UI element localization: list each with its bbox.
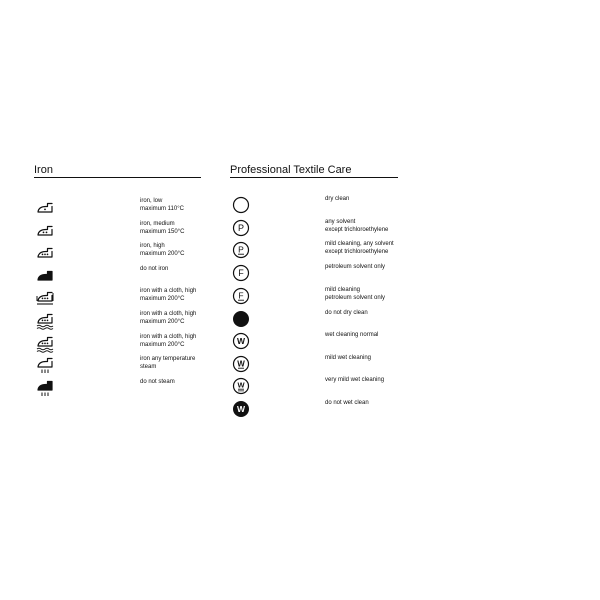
pro-row-f-mild <box>230 285 450 307</box>
dry-clean-p-mild-text: mild cleaning, any solvent except trichloroethylene <box>325 241 394 255</box>
dry-clean-text: dry clean <box>325 196 350 202</box>
iron-cloth-high-icon <box>34 286 56 308</box>
pro-row-wet-clean-very-mild <box>230 375 450 397</box>
dry-clean-p-text: any solvent except trichloroethylene <box>325 219 389 233</box>
iron-cloth-steam-2-text: iron with a cloth, high maximum 200°C <box>140 334 197 348</box>
do-not-steam-text: do not steam <box>140 379 175 385</box>
wet-clean-letter: W <box>236 336 246 346</box>
iron-section <box>34 158 201 385</box>
do-not-wet-clean-icon <box>230 398 252 420</box>
iron-high-text: iron, high maximum 200°C <box>140 243 185 257</box>
do-not-dry-clean-text: do not dry clean <box>325 310 368 316</box>
iron-row-do-not-steam <box>34 377 224 399</box>
dry-clean-f-icon <box>230 262 252 284</box>
iron-high-icon <box>34 241 56 263</box>
iron-row-any-temp-steam <box>34 354 224 376</box>
iron-row-cloth-high <box>34 286 224 308</box>
professional-care-title: Professional Textile Care <box>230 158 398 178</box>
do-not-wet-clean-text: do not wet clean <box>325 400 369 406</box>
iron-cloth-steam-text: iron with a cloth, high maximum 200°C <box>140 311 197 325</box>
dry-clean-f-mild-text: mild cleaning petroleum solvent only <box>325 287 386 301</box>
do-not-steam-icon <box>34 377 56 399</box>
pro-row-wet-clean <box>230 330 450 352</box>
wet-clean-mild-letter: W <box>237 359 245 369</box>
pro-row-do-not-dry-clean <box>230 308 450 330</box>
do-not-iron-text: do not iron <box>140 266 169 272</box>
iron-cloth-high-text: iron with a cloth, high maximum 200°C <box>140 288 197 302</box>
iron-row-cloth-steam-2 <box>34 332 224 354</box>
iron-section-title: Iron <box>34 158 201 178</box>
iron-row-high <box>34 241 224 263</box>
pro-row-p <box>230 217 450 239</box>
pro-row-p-mild <box>230 239 450 261</box>
wet-clean-very-mild-icon <box>230 375 252 397</box>
iron-steam-any-temperature-icon <box>34 354 56 376</box>
wet-clean-text: wet cleaning normal <box>325 332 379 338</box>
dry-clean-p-letter: P <box>237 223 245 233</box>
wet-clean-mild-text: mild wet cleaning <box>325 355 372 361</box>
iron-low-icon <box>34 196 56 218</box>
wet-clean-very-mild-text: very mild wet cleaning <box>325 377 385 383</box>
iron-medium-icon <box>34 219 56 241</box>
dry-clean-f-text: petroleum solvent only <box>325 264 386 270</box>
wet-clean-icon <box>230 330 252 352</box>
dry-clean-p-mild-letter: P <box>238 244 244 255</box>
iron-cloth-steam-high-2-icon <box>34 332 56 354</box>
iron-row-cloth-steam <box>34 309 224 331</box>
pro-row-wet-clean-mild <box>230 353 450 375</box>
iron-low-text: iron, low maximum 110°C <box>140 198 184 212</box>
iron-row-medium <box>34 219 224 241</box>
dry-clean-icon <box>230 194 252 216</box>
dry-clean-f-mild-icon <box>230 285 252 307</box>
iron-medium-text: iron, medium maximum 150°C <box>140 221 185 235</box>
iron-any-temp-steam-text: iron any temperature steam <box>140 356 196 370</box>
dry-clean-f-letter: F <box>238 268 244 278</box>
do-not-iron-icon <box>34 264 56 286</box>
pro-row-f <box>230 262 450 284</box>
wet-clean-very-mild-letter: W <box>237 380 245 390</box>
wet-clean-mild-icon <box>230 353 252 375</box>
dry-clean-f-mild-letter: F <box>238 290 244 301</box>
iron-cloth-steam-high-icon <box>34 309 56 331</box>
do-not-wet-clean-letter: W <box>236 404 246 414</box>
do-not-dry-clean-icon <box>230 308 252 330</box>
pro-row-dry-clean <box>230 194 450 216</box>
dry-clean-p-mild-icon <box>230 239 252 261</box>
pro-row-do-not-wet-clean <box>230 398 450 420</box>
iron-row-low <box>34 196 224 218</box>
iron-row-do-not-iron <box>34 264 224 286</box>
professional-care-section <box>230 158 398 414</box>
dry-clean-p-icon <box>230 217 252 239</box>
